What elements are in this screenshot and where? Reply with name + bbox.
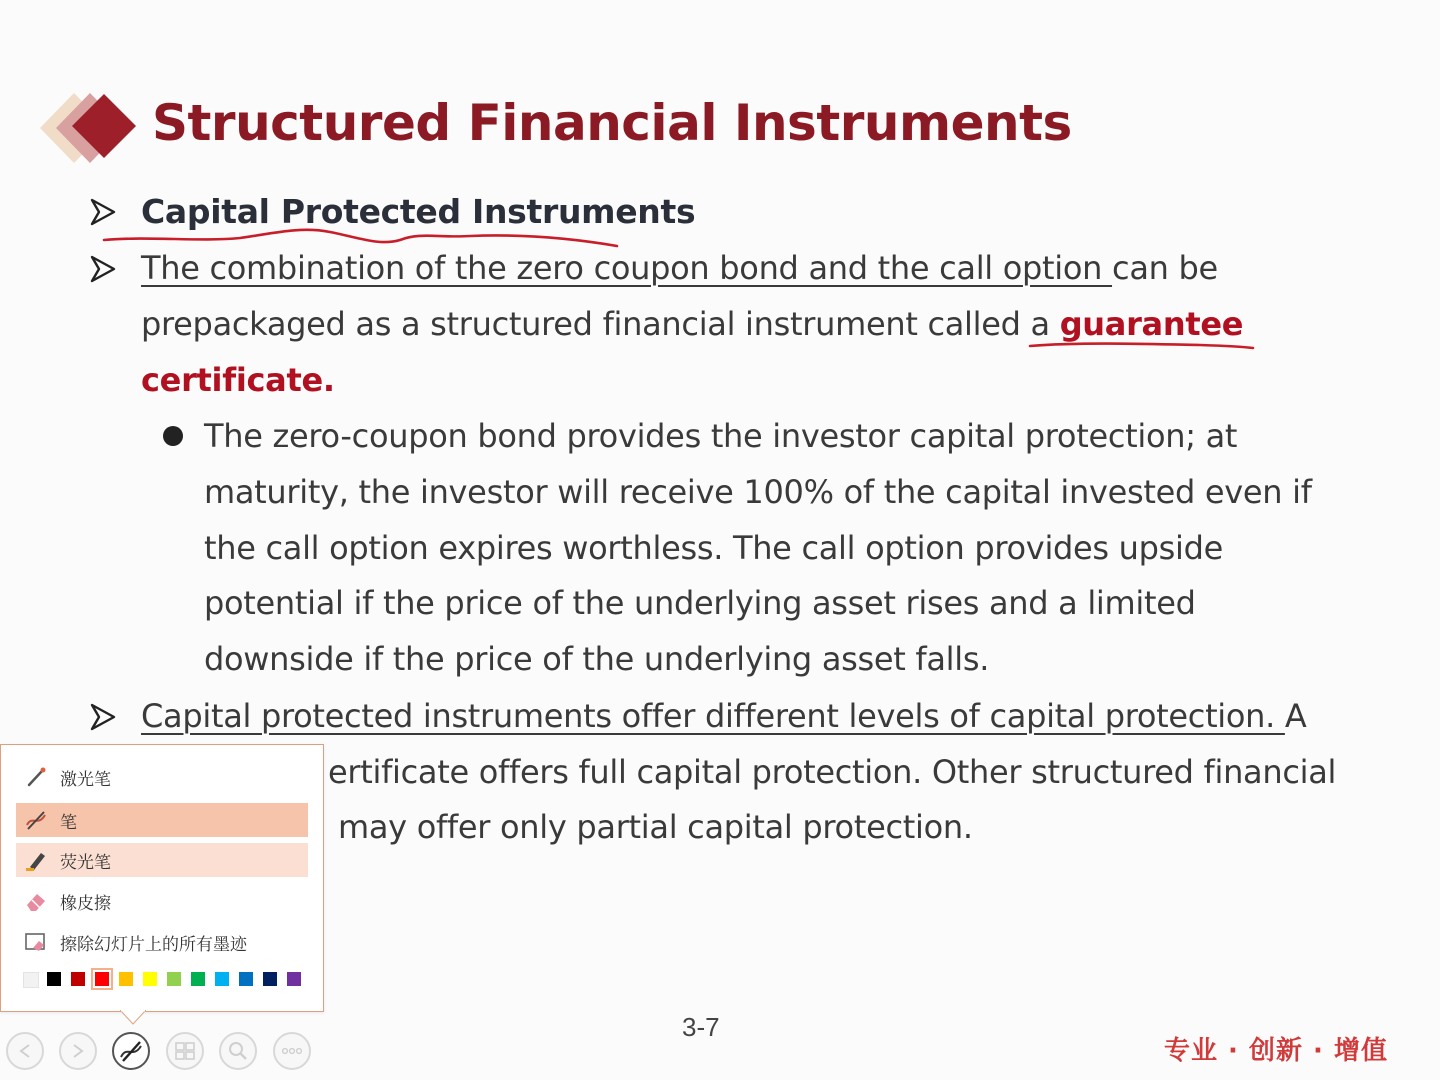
menu-item-label: 荧光笔 — [60, 852, 111, 873]
color-swatch[interactable] — [263, 972, 277, 986]
color-swatch[interactable] — [239, 972, 253, 986]
menu-item-eraser[interactable] — [16, 884, 308, 918]
color-swatch[interactable] — [23, 972, 39, 988]
see-all-slides-button[interactable] — [166, 1032, 204, 1070]
color-swatch[interactable] — [143, 972, 157, 986]
laser-pointer-icon — [24, 766, 48, 788]
more-options-button[interactable] — [273, 1032, 311, 1070]
underlined-text: Capital protected instruments offer different levels of capital protection. — [141, 697, 1285, 735]
page-number: 3-7 — [682, 1012, 720, 1042]
previous-slide-button[interactable] — [6, 1032, 44, 1070]
color-swatch[interactable] — [95, 972, 109, 986]
more-icon — [281, 1047, 303, 1055]
menu-item-laser-pointer[interactable] — [16, 760, 308, 794]
sub-bullet-line: The zero-coupon bond provides the investor capital protection; at — [204, 417, 1238, 455]
menu-item-erase-all-ink[interactable] — [16, 925, 308, 959]
previous-icon — [18, 1043, 32, 1059]
slide-title: Structured Financial Instruments — [152, 94, 1072, 152]
title-diamond-decoration — [36, 88, 146, 168]
menu-item-label: 擦除幻灯片上的所有墨迹 — [60, 934, 247, 955]
color-swatch[interactable] — [191, 972, 205, 986]
zoom-icon — [228, 1041, 248, 1061]
sub-bullet-line: downside if the price of the underlying asset falls. — [204, 640, 990, 678]
paragraph-1-line-2 — [141, 305, 1243, 343]
paragraph-2-line-1 — [141, 697, 1307, 735]
next-icon — [71, 1043, 85, 1059]
section-heading: Capital Protected Instruments — [141, 192, 696, 231]
menu-item-label: 橡皮擦 — [60, 893, 111, 914]
color-swatch[interactable] — [287, 972, 301, 986]
paragraph-text: A — [1284, 697, 1307, 735]
menu-item-label: 激光笔 — [60, 769, 111, 790]
sub-bullet-line: the call option expires worthless. The call option provides upside — [204, 529, 1224, 567]
sub-bullet-line: maturity, the investor will receive 100% of the capital invested even if — [204, 473, 1312, 511]
underlined-text: The combination of the zero coupon bond and the call option — [141, 249, 1113, 287]
pen-menu-icon — [118, 1039, 144, 1063]
color-swatch[interactable] — [167, 972, 181, 986]
arrow-bullet-icon — [90, 255, 116, 283]
paragraph-text: prepackaged as a structured financial instrument called a — [141, 305, 1060, 343]
sub-bullet-dot — [163, 426, 183, 446]
color-swatch[interactable] — [215, 972, 229, 986]
paragraph-text: can be — [1112, 249, 1218, 287]
menu-pointer — [120, 1010, 146, 1026]
paragraph-1-line-1 — [141, 249, 1218, 287]
paragraph-2-line-3: may offer only partial capital protection. — [338, 808, 973, 846]
menu-item-highlighter[interactable] — [16, 843, 308, 877]
pen-icon — [24, 809, 48, 831]
erase-all-ink-icon — [24, 931, 48, 953]
footer-slogan: 专业 · 创新 · 增值 — [1164, 1036, 1388, 1066]
arrow-bullet-icon — [90, 198, 116, 226]
color-swatch[interactable] — [71, 972, 85, 986]
highlight-term-continued: certificate. — [141, 361, 335, 399]
sub-bullet-line: potential if the price of the underlying asset rises and a limited — [204, 584, 1196, 622]
highlight-term: guarantee — [1059, 305, 1244, 343]
menu-item-pen[interactable] — [16, 803, 308, 837]
color-swatch[interactable] — [47, 972, 61, 986]
color-swatch[interactable] — [119, 972, 133, 986]
eraser-icon — [24, 890, 48, 912]
paragraph-2-line-2: ertificate offers full capital protection. Other structured financial — [328, 753, 1337, 791]
menu-item-label: 笔 — [60, 812, 77, 833]
slides-icon — [175, 1042, 195, 1060]
zoom-button[interactable] — [219, 1032, 257, 1070]
next-slide-button[interactable] — [59, 1032, 97, 1070]
arrow-bullet-icon — [90, 703, 116, 731]
pen-menu-button[interactable] — [112, 1032, 150, 1070]
highlighter-icon — [24, 849, 48, 871]
